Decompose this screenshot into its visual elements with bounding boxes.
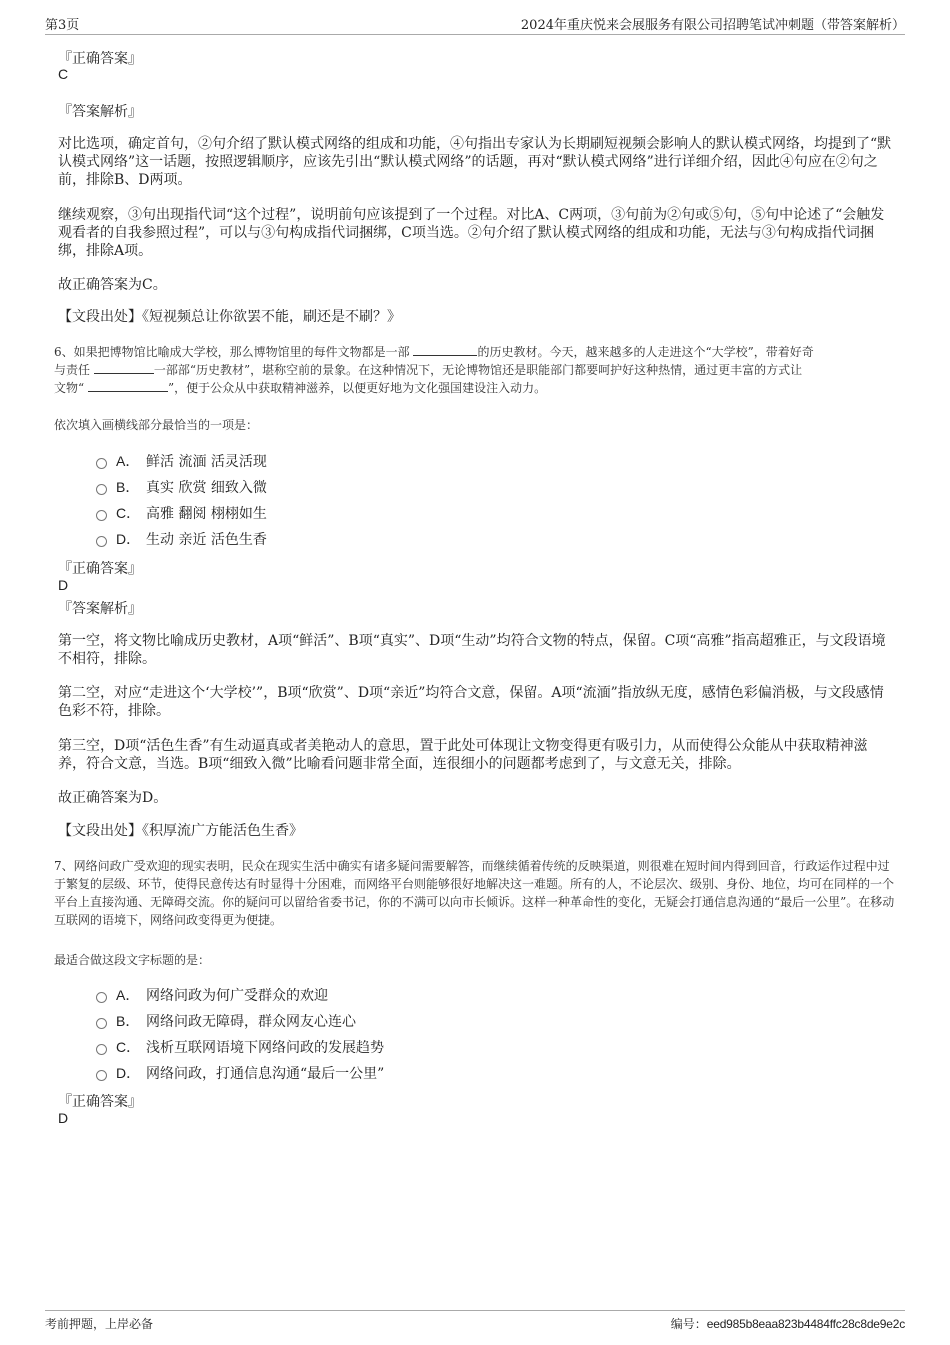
q7-option-d[interactable]: D． 网络问政，打通信息沟通“最后一公里” [96, 1063, 384, 1083]
q7-prompt: 最适合做这段文字标题的是： [54, 953, 211, 967]
radio-button[interactable] [96, 536, 107, 547]
q6-option-b[interactable]: B． 真实 欣赏 细致入微 [96, 477, 267, 497]
page-footer [45, 1310, 905, 1331]
q5-analysis-label: 『答案解析』 [58, 104, 142, 120]
radio-button[interactable] [96, 510, 107, 521]
q6-analysis-conclusion: 故正确答案为D。 [58, 790, 168, 806]
q6-analysis-paragraph: 第一空，将文物比喻成历史教材，A项“鲜活”、B项“真实”、D项“生动”均符合文物的特点，保留。C项“高雅”指高超雅正，与文段语境不相符，排除。 [58, 633, 886, 667]
q6-correct-answer: D [58, 577, 69, 593]
radio-button[interactable] [96, 1044, 107, 1055]
page-number: 第3页 [45, 18, 80, 33]
fill-blank-3 [88, 379, 168, 392]
q7-correct-answer: D [58, 1110, 69, 1126]
q7-option-a[interactable]: A． 网络问政为何广受群众的欢迎 [96, 985, 328, 1005]
page-header [45, 14, 905, 35]
fill-blank-1 [413, 343, 477, 356]
q6-option-d[interactable]: D． 生动 亲近 活色生香 [96, 529, 267, 549]
fill-blank-2 [94, 361, 154, 374]
footer-slogan: 考前押题，上岸必备 [45, 1317, 154, 1331]
q5-analysis-conclusion: 故正确答案为C。 [58, 277, 167, 293]
q6-prompt: 依次填入画横线部分最恰当的一项是： [54, 418, 259, 432]
q6-correct-label: 『正确答案』 [58, 561, 142, 577]
q5-source: 【文段出处】《短视频总让你欲罢不能，刷还是不刷？》 [58, 309, 401, 325]
q6-source: 【文段出处】《积厚流广方能活色生香》 [58, 823, 303, 839]
radio-button[interactable] [96, 1018, 107, 1029]
q5-correct-answer: C [58, 66, 69, 82]
q7-option-c[interactable]: C． 浅析互联网语境下网络问政的发展趋势 [96, 1037, 384, 1057]
document-title: 2024年重庆悦来会展服务有限公司招聘笔试冲刺题（带答案解析） [520, 18, 905, 33]
document-code: 编号：eed985b8eaa823b4484ffc28c8de9e2c [670, 1317, 905, 1331]
q6-stem: 6、如果把博物馆比喻成大学校，那么博物馆里的每件文物都是一部 的历史教材。今天，越来越多的人走进这个“大学校”，带着好奇 与责任 一部部“历史教材”，堪称空前的景象。在这种情况下，无论博物馆还是职能部门都要呵护好这种热情，通过更丰富的方式让 文物“ ”，便于公众从中获取精神滋养，以便更好地为文化强国建设注入动力。 [54, 345, 814, 395]
q5-analysis-paragraph: 继续观察，③句出现指代词“这个过程”，说明前句应该提到了一个过程。对比A、C两项，③句前为②句或⑤句，⑤句中论述了“会触发观看者的自我参照过程”，可以与③句构成指代词捆绑，C项当选。②句介绍了默认模式网络的组成和功能，无法与③句构成指代词捆绑，排除A项。 [58, 207, 885, 259]
radio-button[interactable] [96, 1070, 107, 1081]
q6-analysis-paragraph: 第三空，D项“活色生香”有生动逼真或者美艳动人的意思，置于此处可体现让文物变得更有吸引力，从而使得公众能从中获取精神滋养，符合文意，当选。B项“细致入微”比喻看问题非常全面，连很细小的问题都考虑到了，与文意无关，排除。 [58, 738, 868, 772]
q6-analysis-paragraph: 第二空，对应“走进这个‘大学校’”，B项“欣赏”、D项“亲近”均符合文意，保留。A项“流湎”指放纵无度，感情色彩偏消极，与文段感情色彩不符，排除。 [58, 685, 884, 719]
q6-option-c[interactable]: C． 高雅 翻阅 栩栩如生 [96, 503, 267, 523]
radio-button[interactable] [96, 992, 107, 1003]
q6-option-a[interactable]: A． 鲜活 流湎 活灵活现 [96, 451, 267, 471]
q7-option-b[interactable]: B． 网络问政无障碍，群众网友心连心 [96, 1011, 356, 1031]
q6-analysis-label: 『答案解析』 [58, 601, 142, 617]
q7-stem: 7、网络问政广受欢迎的现实表明，民众在现实生活中确实有诸多疑问需要解答，而继续循着传统的反映渠道，则很难在短时间内得到回音，行政运作过程中过于繁复的层级、环节，使得民意传达有时显得十分困难，而网络平台则能够很好地解决这一难题。所有的人，不论层次、级别、身份、地位，均可在同样的一个平台上直接沟通、无障碍交流。你的疑问可以留给省委书记，你的不满可以向市长倾诉。这样一种革命性的变化，无疑会打通信息沟通的“最后一公里”。在移动互联网的语境下，网络问政变得更为便捷。 [54, 859, 895, 927]
q5-correct-label: 『正确答案』 [58, 51, 142, 67]
radio-button[interactable] [96, 458, 107, 469]
q7-correct-label: 『正确答案』 [58, 1094, 142, 1110]
q5-analysis-paragraph: 对比选项，确定首句，②句介绍了默认模式网络的组成和功能，④句指出专家认为长期刷短视频会影响人的默认模式网络，均提到了“默认模式网络”这一话题，按照逻辑顺序，应该先引出“默认模式网络”的话题，再对“默认模式网络”进行详细介绍，因此④句应在②句之前，排除B、D两项。 [58, 136, 892, 188]
radio-button[interactable] [96, 484, 107, 495]
